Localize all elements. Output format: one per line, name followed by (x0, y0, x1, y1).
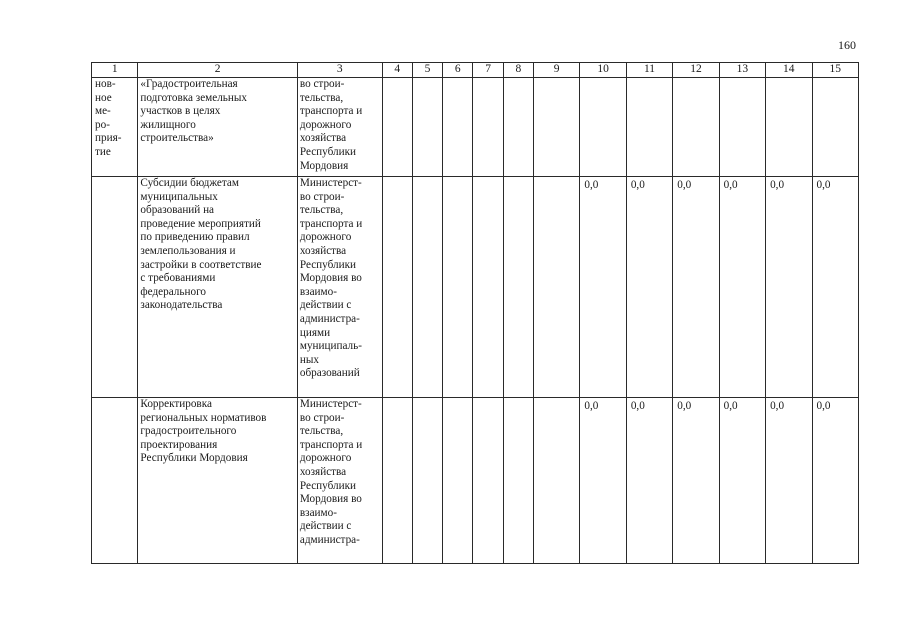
empty-cell (382, 177, 412, 398)
empty-cell (503, 177, 533, 398)
value-cell: 0,0 (580, 398, 626, 564)
value-cell (812, 78, 859, 177)
column-header: 1 (92, 63, 138, 78)
row-number-cell (92, 398, 138, 564)
measure-name-cell: Корректировка региональных нормативов градостроительного проектирования Республики Мордовия (138, 398, 297, 564)
empty-cell (473, 398, 503, 564)
table-row (92, 177, 859, 398)
column-header: 14 (766, 63, 812, 78)
column-header: 13 (719, 63, 765, 78)
table-row (92, 398, 859, 564)
empty-cell (412, 177, 442, 398)
value-cell: 0,0 (766, 398, 812, 564)
executor-cell: Министерст- во строи- тельства, транспорта и дорожного хозяйства Республики Мордовия во взаимо- действии с администра- (297, 398, 382, 564)
empty-cell (473, 78, 503, 177)
column-header: 9 (533, 63, 579, 78)
value-cell: 0,0 (673, 177, 719, 398)
value-cell (580, 78, 626, 177)
column-header: 12 (673, 63, 719, 78)
measure-name-cell: «Градостроительная подготовка земельных участков в целях жилищного строительства» (138, 78, 297, 177)
column-header: 6 (443, 63, 473, 78)
column-header: 11 (626, 63, 672, 78)
column-header: 7 (473, 63, 503, 78)
column-header: 5 (412, 63, 442, 78)
empty-cell (533, 398, 579, 564)
empty-cell (533, 78, 579, 177)
value-cell (626, 78, 672, 177)
empty-cell (443, 78, 473, 177)
value-cell: 0,0 (626, 398, 672, 564)
row-number-cell (92, 177, 138, 398)
value-cell (673, 78, 719, 177)
empty-cell (443, 177, 473, 398)
column-header: 8 (503, 63, 533, 78)
executor-cell: Министерст- во строи- тельства, транспорта и дорожного хозяйства Республики Мордовия во взаимо- действии с администра- циями муниципаль- ных образований (297, 177, 382, 398)
empty-cell (382, 78, 412, 177)
value-cell: 0,0 (719, 398, 765, 564)
column-header: 3 (297, 63, 382, 78)
empty-cell (412, 78, 442, 177)
page-number: 160 (838, 38, 856, 52)
empty-cell (473, 177, 503, 398)
value-cell: 0,0 (673, 398, 719, 564)
value-cell: 0,0 (580, 177, 626, 398)
executor-cell: во строи- тельства, транспорта и дорожного хозяйства Республики Мордовия (297, 78, 382, 177)
empty-cell (503, 78, 533, 177)
empty-cell (443, 398, 473, 564)
value-cell: 0,0 (812, 177, 859, 398)
empty-cell (533, 177, 579, 398)
column-header: 15 (812, 63, 859, 78)
empty-cell (503, 398, 533, 564)
header-row (92, 63, 859, 78)
column-header: 10 (580, 63, 626, 78)
empty-cell (382, 398, 412, 564)
column-header: 2 (138, 63, 297, 78)
row-number-cell: нов- ное ме- ро- прия- тие (92, 78, 138, 177)
value-cell (766, 78, 812, 177)
value-cell (719, 78, 765, 177)
value-cell: 0,0 (812, 398, 859, 564)
value-cell: 0,0 (719, 177, 765, 398)
empty-cell (412, 398, 442, 564)
column-header: 4 (382, 63, 412, 78)
value-cell: 0,0 (626, 177, 672, 398)
measure-name-cell: Субсидии бюджетам муниципальных образований на проведение мероприятий по приведению правил землепользования и застройки в соответствие с требованиями федерального законодательства (138, 177, 297, 398)
value-cell: 0,0 (766, 177, 812, 398)
budget-table (91, 62, 859, 564)
table-row (92, 78, 859, 177)
